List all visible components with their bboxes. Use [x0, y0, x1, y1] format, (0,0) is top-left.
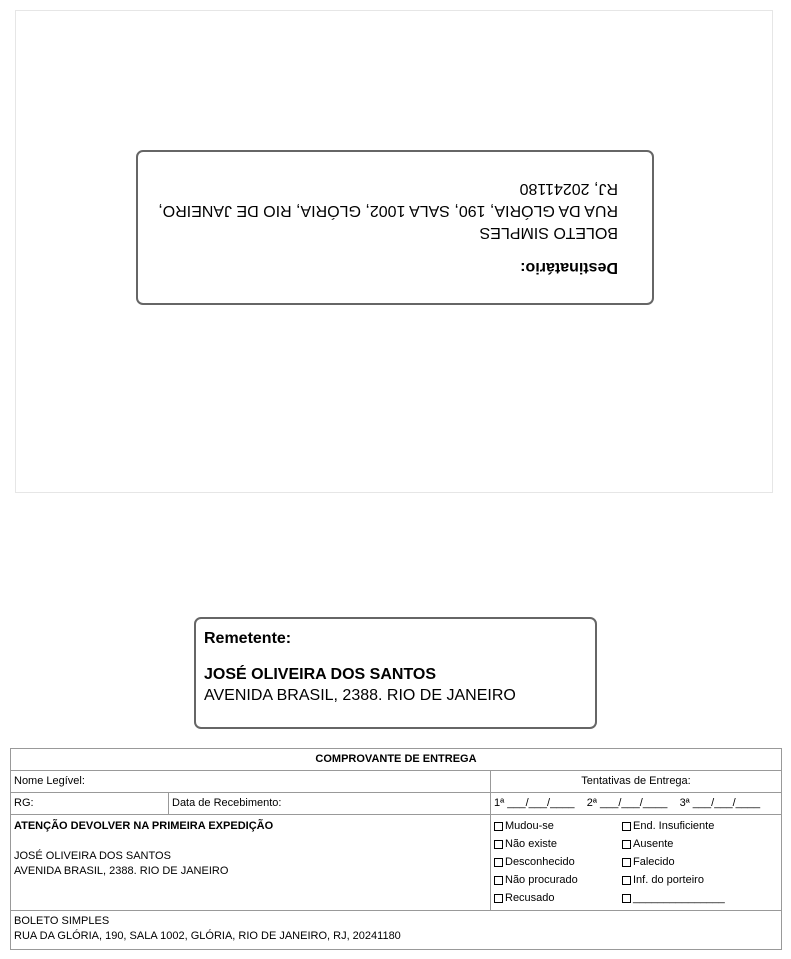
attempts-label: Tentativas de Entrega: [491, 771, 782, 793]
receipt-recipient-name: BOLETO SIMPLES [14, 915, 110, 927]
checkbox-icon[interactable] [494, 876, 503, 885]
receipt-recipient-address: RUA DA GLÓRIA, 190, SALA 1002, GLÓRIA, RIO DE JANEIRO, RJ, 20241180 [14, 930, 401, 942]
sender-address: AVENIDA BRASIL, 2388. RIO DE JANEIRO [204, 687, 516, 704]
checkbox-icon[interactable] [622, 840, 631, 849]
sender-name: JOSÉ OLIVEIRA DOS SANTOS [204, 666, 437, 683]
checkbox-icon[interactable] [622, 822, 631, 831]
recipient-address-box [136, 150, 654, 305]
option-end-insuficiente[interactable]: End. Insuficiente [622, 819, 772, 834]
delivery-attempts [491, 793, 782, 815]
recipient-address-line1: RUA DA GLÓRIA, 190, SALA 1002, GLÓRIA, RIO DE JANEIRO, [158, 202, 618, 219]
return-sender-address: AVENIDA BRASIL, 2388. RIO DE JANEIRO [14, 865, 229, 877]
sender-label: Remetente: [204, 630, 292, 647]
recipient-name: BOLETO SIMPLES [479, 224, 618, 241]
option-recusado[interactable]: Recusado [494, 891, 622, 906]
legible-name-label: Nome Legível: [14, 775, 85, 787]
option-nao-existe[interactable]: Não existe [494, 837, 622, 852]
receipt-recipient-cell [11, 911, 782, 950]
recipient-address-line2: RJ, 20241180 [519, 180, 618, 197]
attempt-3[interactable]: 3ª ___/___/____ [679, 797, 761, 809]
rg-field[interactable] [11, 793, 169, 815]
checkbox-icon[interactable] [494, 858, 503, 867]
checkbox-icon[interactable] [494, 822, 503, 831]
return-notice-cell [11, 815, 491, 911]
return-notice-title: ATENÇÃO DEVOLVER NA PRIMEIRA EXPEDIÇÃO [14, 820, 274, 832]
receipt-date-field[interactable] [169, 793, 491, 815]
checkbox-icon[interactable] [494, 840, 503, 849]
option-falecido[interactable]: Falecido [622, 855, 772, 870]
receipt-title: COMPROVANTE DE ENTREGA [11, 749, 782, 771]
option-ausente[interactable]: Ausente [622, 837, 772, 852]
rg-label: RG: [14, 797, 34, 809]
checkbox-icon[interactable] [622, 876, 631, 885]
return-sender-name: JOSÉ OLIVEIRA DOS SANTOS [14, 850, 171, 862]
attempt-1[interactable]: 1ª ___/___/____ [494, 797, 575, 809]
legible-name-field[interactable] [11, 771, 491, 793]
checkbox-icon[interactable] [622, 858, 631, 867]
option-desconhecido[interactable]: Desconhecido [494, 855, 622, 870]
delivery-status-options [491, 815, 782, 911]
recipient-label: Destinatário: [520, 259, 618, 276]
receipt-date-label: Data de Recebimento: [172, 797, 282, 809]
delivery-receipt-table [10, 748, 782, 950]
checkbox-icon[interactable] [494, 894, 503, 903]
option-inf-do-porteiro[interactable]: Inf. do porteiro [622, 873, 772, 888]
option-other[interactable]: _______________ [622, 891, 772, 906]
sender-address-box [194, 617, 597, 729]
checkbox-icon[interactable] [622, 894, 631, 903]
option-nao-procurado[interactable]: Não procurado [494, 873, 622, 888]
attempt-2[interactable]: 2ª ___/___/____ [586, 797, 668, 809]
option-mudou-se[interactable]: Mudou-se [494, 819, 622, 834]
